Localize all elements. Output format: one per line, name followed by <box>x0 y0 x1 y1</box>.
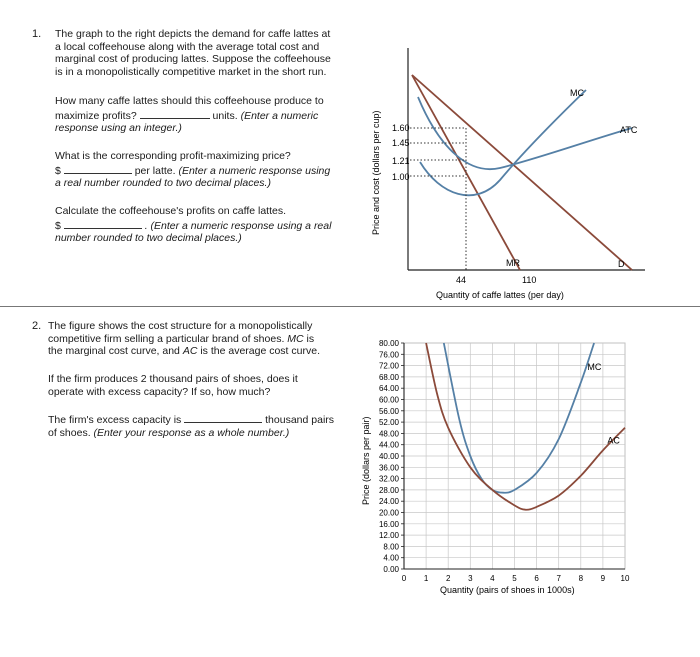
q1b-instruction-2: a real number rounded to two decimal places.) <box>55 177 271 189</box>
q2-question-line: operate with excess capacity? If so, how much? <box>48 385 271 398</box>
x-tick-110: 110 <box>522 275 537 285</box>
q1-intro-line: The graph to the right depicts the demand for caffe lattes at <box>55 28 331 40</box>
q2-answer-unit: thousand pairs <box>265 414 335 426</box>
q2-answer <box>48 412 368 439</box>
q2-answer-label: The firm's excess capacity is <box>48 414 182 426</box>
y-tick-label: 68.00 <box>378 372 399 382</box>
q1b-line1: What is the corresponding profit-maximizing price? <box>55 150 291 162</box>
y-tick-label: 16.00 <box>378 519 399 529</box>
q1-intro-line: is in a monopolistically competitive market in the short run. <box>55 65 327 78</box>
guide-lines <box>410 128 466 270</box>
demand-label: D <box>618 259 625 269</box>
mc-label-shoes: MC <box>587 361 602 372</box>
latte-cost-chart <box>365 40 670 305</box>
y-tick-label: 52.00 <box>378 418 399 428</box>
q2-intro-line: competitive firm selling a particular brand of shoes. <box>48 332 285 345</box>
q1a-answer-input[interactable] <box>140 108 210 119</box>
q2-answer-unit-2: of shoes. <box>48 426 91 439</box>
y-tick-label: 64.00 <box>378 384 399 394</box>
q2-intro-line: the marginal cost curve, and <box>48 345 180 357</box>
q2-mc-term: MC <box>287 332 304 345</box>
y-tick-label: 60.00 <box>378 395 399 405</box>
x-axis-title: Quantity of caffe lattes (per day) <box>436 290 564 300</box>
x-tick-label: 2 <box>445 574 451 583</box>
y-tick-label: 12.00 <box>378 531 399 541</box>
x-tick-label: 5 <box>512 574 517 583</box>
y-tick-1-21: 1.21 <box>392 156 410 166</box>
demand-curve <box>412 75 632 270</box>
q1c-answer-input[interactable] <box>64 218 142 229</box>
q2-is-text: is <box>306 332 315 345</box>
q1a-instruction: (Enter a numeric <box>240 109 319 122</box>
x-axis-title-shoes: Quantity (pairs of shoes in 1000s) <box>440 585 575 595</box>
x-tick-label: 1 <box>423 574 429 583</box>
q1c-line1: Calculate the coffeehouse's profits on caffe lattes. <box>55 205 287 217</box>
q1b-currency: $ <box>55 164 61 177</box>
mc-label: MC <box>570 88 584 98</box>
q1c-currency: $ <box>55 219 61 232</box>
q1-part-b <box>55 150 365 190</box>
q1-intro-line: marginal cost of producing lattes. Suppose the coffeehouse <box>55 53 331 65</box>
y-tick-label: 36.00 <box>378 463 399 473</box>
q1a-label: maximize profits? <box>55 109 137 122</box>
ac-label-shoes: AC <box>607 435 620 446</box>
q1-part-a <box>55 95 365 135</box>
y-tick-label: 48.00 <box>378 429 399 439</box>
x-tick-label: 6 <box>534 574 539 583</box>
y-tick-label: 4.00 <box>383 553 399 563</box>
q1-number: 1. <box>32 28 42 40</box>
x-tick-label: 0 <box>401 574 407 583</box>
q1a-instruction-2: response using an integer.) <box>55 122 182 134</box>
q1c-instruction: . (Enter a numeric response using a real <box>144 219 332 232</box>
mr-label: MR <box>506 258 520 268</box>
y-tick-1-00: 1.00 <box>392 172 410 182</box>
q1-intro <box>55 28 365 78</box>
q1b-answer-input[interactable] <box>64 163 132 174</box>
q2-intro-line: is the average cost curve. <box>200 345 320 357</box>
q1c-instruction-2: number rounded to two decimal places.) <box>55 232 242 244</box>
question-divider <box>0 306 700 307</box>
q2-answer-input[interactable] <box>184 412 262 423</box>
y-tick-label: 24.00 <box>378 497 399 507</box>
q2-instruction: (Enter your response as a whole number.) <box>93 426 290 439</box>
q2-intro-line: The figure shows the cost structure for a monopolistically <box>48 320 313 332</box>
y-tick-label: 40.00 <box>378 452 399 461</box>
q1-intro-line: a local coffeehouse along with the average total cost and <box>55 40 320 53</box>
shoe-cost-chart <box>355 330 675 600</box>
q1b-instruction: (Enter a numeric response using <box>178 164 331 177</box>
y-axis-title-shoes: Price (dollars per pair) <box>361 416 371 505</box>
y-tick-label: 80.00 <box>378 339 399 348</box>
x-tick-label: 9 <box>600 574 606 583</box>
y-tick-label: 76.00 <box>378 350 399 360</box>
q1b-unit: per latte. <box>134 164 176 177</box>
x-tick-label: 8 <box>578 574 584 583</box>
y-tick-label: 72.00 <box>378 361 399 371</box>
q2-question <box>48 373 368 398</box>
y-tick-label: 32.00 <box>378 474 399 484</box>
q2-intro <box>48 320 368 358</box>
x-tick-label: 10 <box>620 574 630 583</box>
x-tick-label: 7 <box>556 574 561 583</box>
y-axis-title: Price and cost (dollars per cup) <box>371 110 381 235</box>
q2-ac-term: AC <box>182 345 198 357</box>
y-tick-label: 8.00 <box>383 542 399 552</box>
y-tick-label: 28.00 <box>378 485 399 495</box>
q2-number: 2. <box>32 320 42 332</box>
y-tick-1-45: 1.45 <box>392 138 410 148</box>
x-tick-44: 44 <box>456 275 467 285</box>
y-tick-label: 56.00 <box>378 406 399 416</box>
x-tick-label: 3 <box>468 574 473 583</box>
q1-part-c <box>55 205 365 245</box>
y-tick-label: 44.00 <box>378 440 399 450</box>
atc-label: ATC <box>620 125 638 135</box>
y-tick-label: 0.00 <box>383 565 399 574</box>
q1a-units: units. <box>212 109 238 122</box>
y-tick-1-60: 1.60 <box>392 123 410 133</box>
q2-question-line: If the firm produces 2 thousand pairs of shoes, does it <box>48 373 298 385</box>
x-tick-label: 4 <box>490 574 495 583</box>
q1a-line1: How many caffe lattes should this coffeehouse produce to <box>55 95 324 107</box>
y-tick-label: 20.00 <box>378 508 399 518</box>
c2-grid <box>401 343 625 569</box>
